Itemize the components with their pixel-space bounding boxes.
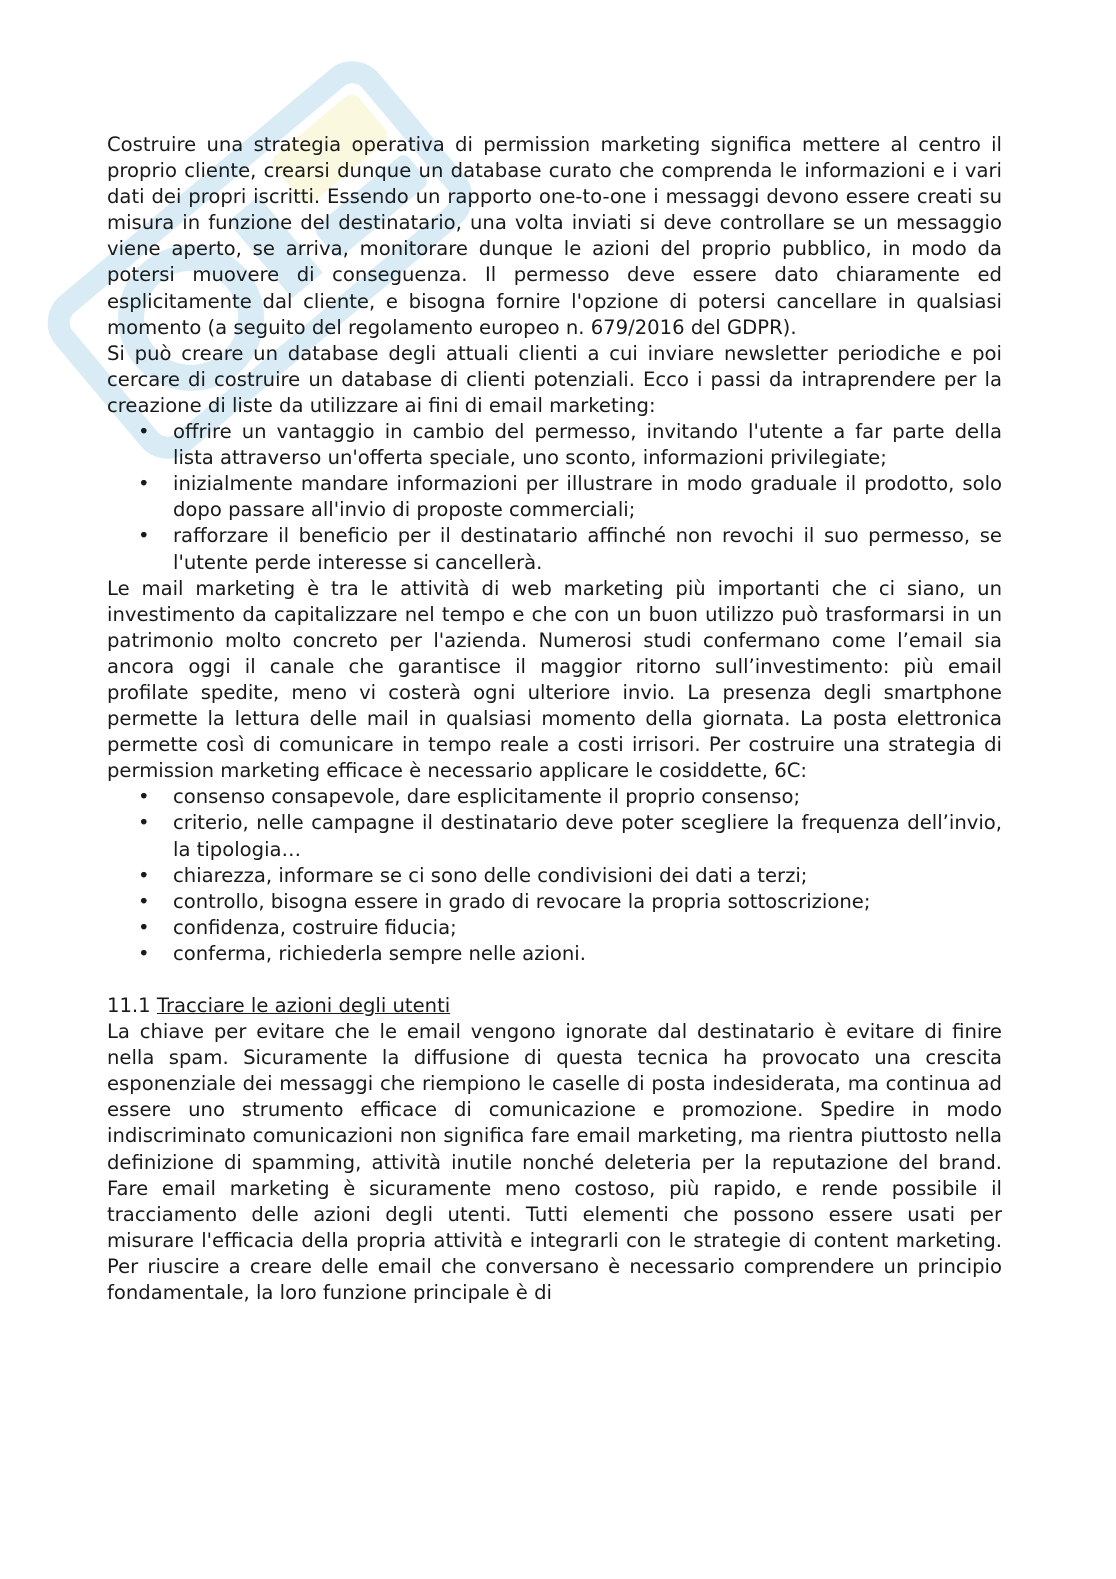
six-c-list <box>107 784 1002 967</box>
section-number: 11.1 <box>107 994 151 1017</box>
list-item-text: controllo, bisogna essere in grado di revocare la propria sottoscrizione; <box>173 889 871 913</box>
list-item-text: confidenza, costruire fiducia; <box>173 915 457 939</box>
list-item <box>138 784 1002 810</box>
list-item <box>138 810 1002 862</box>
list-item <box>138 863 1002 889</box>
bullet-icon: • <box>138 811 150 835</box>
bullet-icon: • <box>138 889 150 913</box>
bullet-icon: • <box>138 785 150 809</box>
intro-paragraph: Costruire una strategia operativa di permission marketing significa mettere al centro il proprio cliente, crearsi dunque un database curato che comprenda le informazioni e i vari dati dei propri iscritti. Essendo un rapporto one-to-one i messaggi devono essere creati su misura in funzione del destinatario, una volta inviati si deve controllare se un messaggio viene aperto, se arriva, monitorare dunque le azioni del proprio pubblico, in modo da potersi muovere di conseguenza. Il permesso deve essere dato chiaramente ed esplicitamente dal cliente, e bisogna fornire l'opzione di potersi cancellare in qualsiasi momento (a seguito del regolamento europeo n. 679/2016 del GDPR). <box>107 133 1002 339</box>
database-paragraph: Si può creare un database degli attuali clienti a cui inviare newsletter periodiche e poi cercare di costruire un database di clienti potenziali. Ecco i passi da intraprendere per la creazione di liste da utilizzare ai fini di email marketing: <box>107 341 1002 417</box>
section-paragraph: La chiave per evitare che le email vengono ignorate dal destinatario è evitare di finire nella spam. Sicuramente la diffusione di questa tecnica ha provocato una crescita esponenziale dei messaggi che riempiono le caselle di posta indesiderata, ma continua ad essere uno strumento efficace di comunicazione e promozione. Spedire in modo indiscriminato comunicazioni non significa fare email marketing, ma rientra piuttosto nella definizione di spamming, attività inutile nonché deleteria per la reputazione del brand. Fare email marketing è sicuramente meno costoso, più rapido, e rende possibile il tracciamento delle azioni degli utenti. Tutti elementi che possono essere usati per misurare l'efficacia della propria attività e integrarli con le strategie di content marketing. Per riuscire a creare delle email che conversano è necessario comprendere un principio fondamentale, la loro funzione principale è di <box>107 1020 1002 1305</box>
list-item-text: rafforzare il beneficio per il destinatario affinché non revochi il suo permesso, se l'utente perde interesse si cancellerà. <box>173 524 1002 574</box>
document-page <box>107 132 1002 1306</box>
list-item <box>138 889 1002 915</box>
bullet-icon: • <box>138 863 150 887</box>
section-title: Tracciare le azioni degli utenti <box>156 994 451 1017</box>
steps-list <box>107 419 1002 576</box>
spacer <box>107 967 1002 993</box>
bullet-icon: • <box>138 915 150 939</box>
list-item <box>138 419 1002 471</box>
section-heading <box>107 993 1002 1019</box>
bullet-icon: • <box>138 472 150 496</box>
list-item-text: conferma, richiederla sempre nelle azioni. <box>173 941 586 965</box>
list-item <box>138 941 1002 967</box>
list-item-text: inizialmente mandare informazioni per illustrare in modo graduale il prodotto, solo dopo passare all'invio di proposte commerciali; <box>173 472 1002 522</box>
list-item <box>138 915 1002 941</box>
bullet-icon: • <box>138 420 150 444</box>
list-item-text: criterio, nelle campagne il destinatario deve poter scegliere la frequenza dell’invio, la tipologia… <box>173 811 1002 861</box>
list-item-text: offrire un vantaggio in cambio del permesso, invitando l'utente a far parte della lista attraverso un'offerta speciale, uno sconto, informazioni privilegiate; <box>173 420 1002 470</box>
bullet-icon: • <box>138 941 150 965</box>
list-item-text: consenso consapevole, dare esplicitamente il proprio consenso; <box>173 785 801 809</box>
mail-marketing-paragraph: Le mail marketing è tra le attività di web marketing più importanti che ci siano, un investimento da capitalizzare nel tempo e che con un buon utilizzo può trasformarsi in un patrimonio molto concreto per l'azienda. Numerosi studi confermano come l’email sia ancora oggi il canale che garantisce il maggior ritorno sull’investimento: più email profilate spedite, meno vi costerà ogni ulteriore invio. La presenza degli smartphone permette la lettura delle mail in qualsiasi momento della giornata. La posta elettronica permette così di comunicare in tempo reale a costi irrisori. Per costruire una strategia di permission marketing efficace è necessario applicare le cosiddette, 6C: <box>107 576 1002 783</box>
list-item <box>138 523 1002 575</box>
list-item <box>138 471 1002 523</box>
list-item-text: chiarezza, informare se ci sono delle condivisioni dei dati a terzi; <box>173 863 808 887</box>
bullet-icon: • <box>138 524 150 548</box>
